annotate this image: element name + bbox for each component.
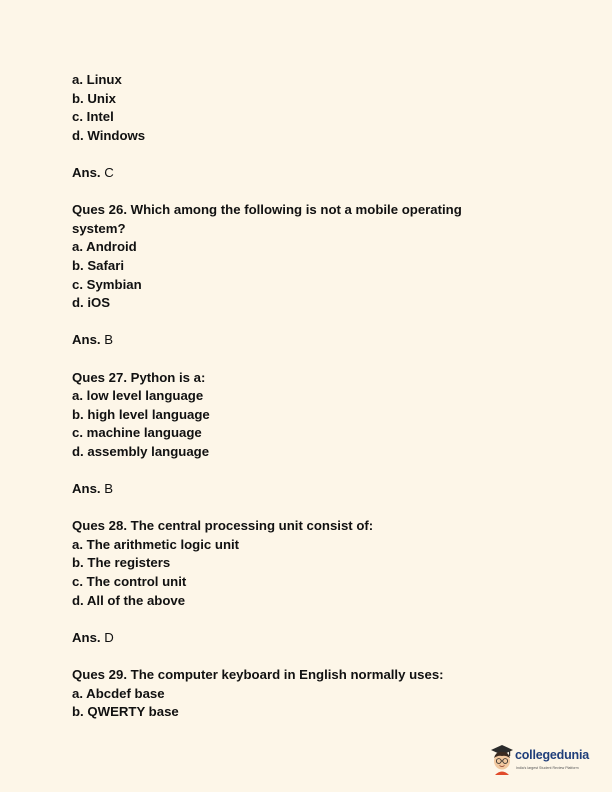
- option: c. The control unit: [72, 574, 187, 590]
- answer: [72, 164, 552, 183]
- option: b. Unix: [72, 90, 116, 106]
- question-text: Ques 26. Which among the following is not a mobile operating system?: [72, 202, 462, 236]
- collegedunia-logo: [487, 742, 597, 780]
- answer-value: B: [104, 481, 114, 497]
- answer-label: Ans.: [72, 629, 101, 645]
- option: d. iOS: [72, 295, 111, 311]
- option: c. Intel: [72, 109, 114, 125]
- answer-label: Ans.: [72, 481, 101, 497]
- option: d. assembly language: [72, 443, 210, 459]
- question-text: Ques 27. Python is a:: [72, 369, 206, 385]
- answer-label: Ans.: [72, 332, 101, 348]
- question-text: Ques 28. The central processing unit consist of:: [72, 518, 374, 534]
- answer-value: C: [104, 164, 114, 180]
- brand-tagline: India's largest Student Review Platform: [516, 766, 579, 770]
- option: c. Symbian: [72, 276, 142, 292]
- option: a. Linux: [72, 72, 122, 87]
- option: b. QWERTY base: [72, 704, 179, 720]
- answer: [72, 480, 552, 499]
- option: d. Windows: [72, 127, 146, 143]
- option: a. low level language: [72, 388, 204, 404]
- answer-value: B: [104, 332, 114, 348]
- answer: [72, 331, 552, 350]
- answer: [72, 629, 552, 648]
- option: b. high level language: [72, 406, 210, 422]
- option: a. Abcdef base: [72, 685, 165, 701]
- student-mascot-icon: [489, 744, 515, 776]
- answer-value: D: [104, 629, 114, 645]
- answer-label: Ans.: [72, 164, 101, 180]
- question-text: Ques 29. The computer keyboard in English normally uses:: [72, 667, 444, 682]
- option: b. Safari: [72, 257, 125, 273]
- option: d. All of the above: [72, 592, 186, 608]
- brand-name: collegedunia: [515, 748, 590, 762]
- option: b. The registers: [72, 555, 171, 571]
- option: a. Android: [72, 239, 137, 255]
- option: a. The arithmetic logic unit: [72, 536, 240, 552]
- option: c. machine language: [72, 425, 202, 441]
- question-list: [72, 71, 552, 722]
